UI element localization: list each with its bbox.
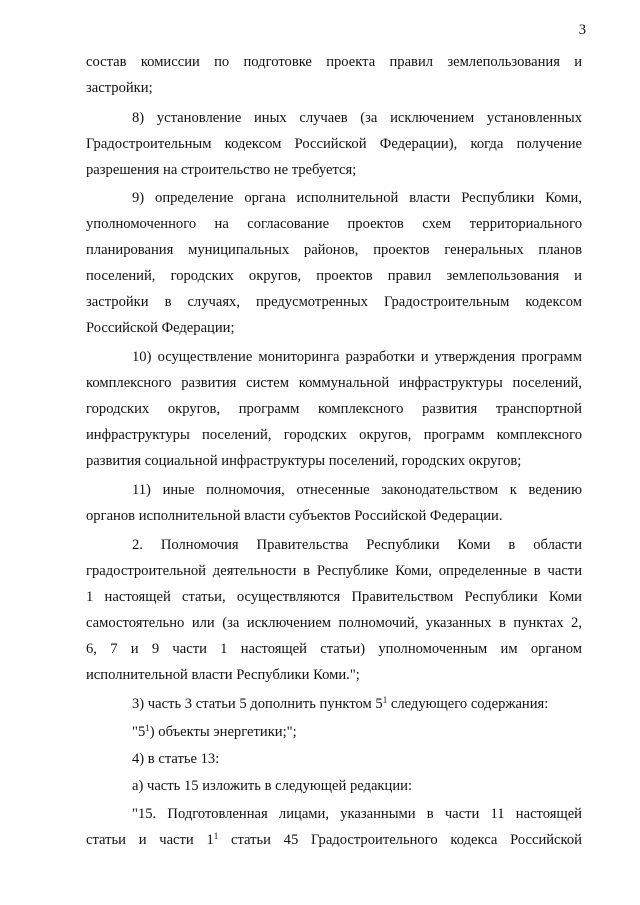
text-line-content: градостроительной деятельности в Республике Коми, определенные в части <box>86 563 582 579</box>
text-line-content: инфраструктуры поселений, городских округов, программ комплексного <box>86 427 582 443</box>
text-line-continuation: статьи 45 Градостроительного кодекса Российской <box>218 832 582 848</box>
text-line <box>86 639 582 659</box>
text-line <box>86 52 582 72</box>
superscript: 1 <box>382 695 388 705</box>
text-line <box>86 561 582 581</box>
text-line-content: Российской Федерации; <box>86 320 235 336</box>
text-line <box>86 399 582 419</box>
text-line <box>132 776 582 796</box>
text-line-content: разрешения на строительство не требуется; <box>86 162 357 178</box>
text-line-content: органов исполнительной власти субъектов Российской Федерации. <box>86 508 503 524</box>
text-line <box>86 451 582 471</box>
text-line-content: 4) в статье 13: <box>132 751 220 767</box>
text-line-content: Градостроительным кодексом Российской Федерации), когда получение <box>86 136 582 152</box>
text-line <box>86 587 582 607</box>
text-line-content: 10) осуществление мониторинга разработки и утверждения программ <box>132 349 582 365</box>
superscript: 1 <box>213 831 219 841</box>
text-line-content: поселений, городских округов, проектов правил землепользования и <box>86 268 582 284</box>
text-line-content: планирования муниципальных районов, проектов генеральных планов <box>86 242 582 258</box>
text-line <box>86 240 582 260</box>
text-line <box>132 722 582 742</box>
text-line-content: 6, 7 и 9 части 1 настоящей статьи) уполномоченным им органом <box>86 641 582 657</box>
text-line-content: застройки в случаях, предусмотренных Градостроительным кодексом <box>86 294 582 310</box>
text-line-continuation: ) объекты энергетики;"; <box>149 724 297 740</box>
text-line <box>86 266 582 286</box>
text-line <box>86 134 582 154</box>
page-number: 3 <box>578 22 586 38</box>
text-line <box>132 535 582 555</box>
text-line <box>86 160 582 180</box>
text-line-content: застройки; <box>86 80 153 96</box>
text-line <box>86 214 582 234</box>
text-line <box>132 188 582 208</box>
text-line <box>132 480 582 500</box>
text-line <box>132 804 582 824</box>
text-line-content: а) часть 15 изложить в следующей редакции: <box>132 778 413 794</box>
text-line-content: городских округов, программ комплексного развития транспортной <box>86 401 582 417</box>
text-line-content: состав комиссии по подготовке проекта правил землепользования и <box>86 54 582 70</box>
text-line <box>132 108 582 128</box>
text-line-content: "5 <box>132 724 146 740</box>
text-line-content: развития социальной инфраструктуры поселений, городских округов; <box>86 453 522 469</box>
text-line-content: самостоятельно или (за исключением полномочий, указанных в пунктах 2, <box>86 615 582 631</box>
text-line-content: 9) определение органа исполнительной власти Республики Коми, <box>132 190 582 206</box>
text-line-content: 1 настоящей статьи, осуществляются Правительством Республики Коми <box>86 589 582 605</box>
text-line-content: исполнительной власти Республики Коми."; <box>86 667 360 683</box>
text-line-content: статьи и части 1 <box>86 832 214 848</box>
text-line <box>132 749 582 769</box>
text-line-content: 2. Полномочия Правительства Республики Коми в области <box>132 537 582 553</box>
text-line <box>86 78 582 98</box>
text-line-content: 11) иные полномочия, отнесенные законодательством к ведению <box>132 482 582 498</box>
text-line-content: 3) часть 3 статьи 5 дополнить пунктом 5 <box>132 696 383 712</box>
text-line <box>86 613 582 633</box>
text-line <box>132 347 582 367</box>
text-line <box>86 318 582 338</box>
text-line <box>86 665 582 685</box>
text-line-continuation: следующего содержания: <box>387 696 549 712</box>
text-line <box>86 373 582 393</box>
superscript: 1 <box>145 723 150 733</box>
text-line <box>86 425 582 445</box>
text-line <box>86 830 582 850</box>
text-line-content: "15. Подготовленная лицами, указанными в части 11 настоящей <box>132 806 582 822</box>
text-line <box>132 694 582 714</box>
text-line <box>86 292 582 312</box>
text-line-content: 8) установление иных случаев (за исключением установленных <box>132 110 582 126</box>
text-line-content: уполномоченного на согласование проектов схем территориального <box>86 216 582 232</box>
text-line <box>86 506 582 526</box>
text-line-content: комплексного развития систем коммунальной инфраструктуры поселений, <box>86 375 582 391</box>
